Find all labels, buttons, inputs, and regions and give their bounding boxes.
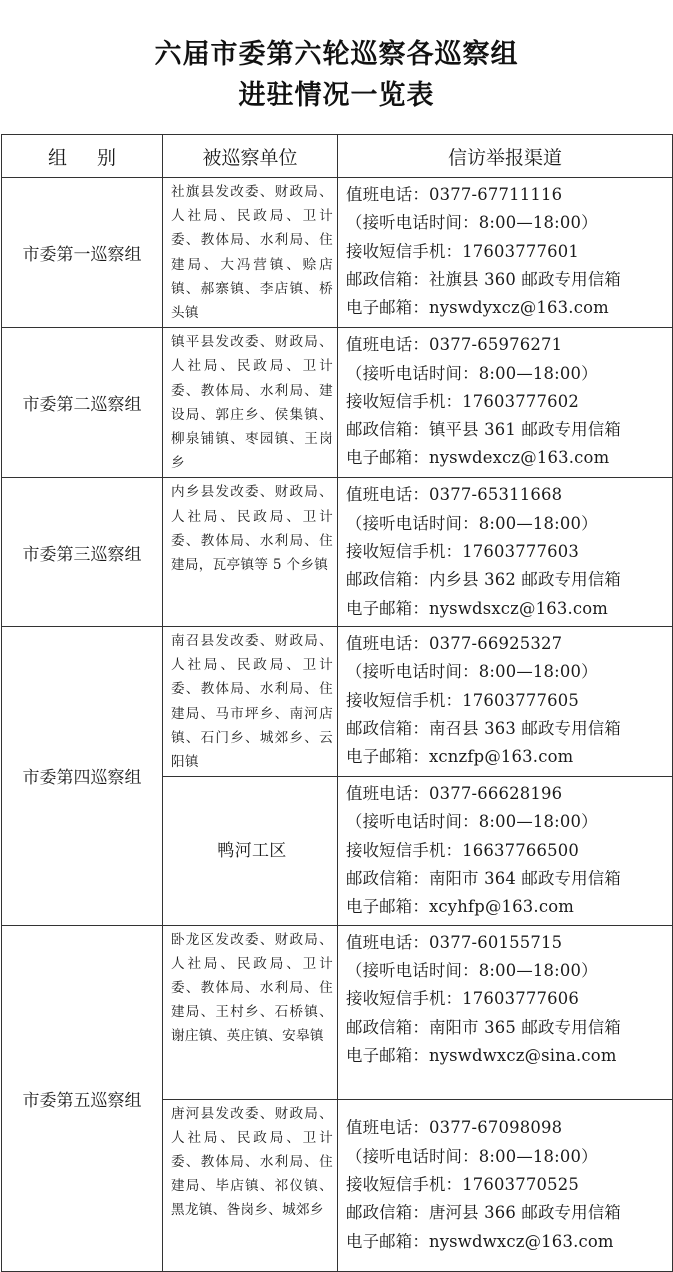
contact-cell [338,1099,673,1271]
phone-hours: （接听电话时间：8:00—18:00） [346,960,598,980]
inspected-units: 内乡县发改委、财政局、人社局、民政局、卫计委、教体局、水利局、住建局，瓦亭镇等 5 个乡镇 [163,478,338,626]
group-name: 市委第二巡察组 [2,328,163,478]
phone-hours: （接听电话时间：8:00—18:00） [346,662,598,682]
header-group [2,135,163,178]
email-address: 电子邮箱：xcnzfp@163.com [346,747,574,767]
phone-hours: （接听电话时间：8:00—18:00） [346,1146,598,1166]
inspected-units: 镇平县发改委、财政局、人社局、民政局、卫计委、教体局、水利局、建设局、郭庄乡、侯集镇、柳泉铺镇、枣园镇、王岗乡 [163,328,338,478]
email-address: 电子邮箱：xcyhfp@163.com [346,897,575,917]
postal-box: 邮政信箱：社旗县 360 邮政专用信箱 [346,269,621,289]
group-name: 市委第三巡察组 [2,478,163,626]
email-address: 电子邮箱：nyswdwxcz@163.com [346,1231,614,1251]
postal-box: 邮政信箱：镇平县 361 邮政专用信箱 [346,420,621,440]
header-group-char1: 组 [47,146,67,169]
table-row [2,925,673,1099]
table-row [2,328,673,478]
inspected-units: 卧龙区发改委、财政局、人社局、民政局、卫计委、教体局、水利局、住建局、王村乡、石桥镇、谢庄镇、英庄镇、安皋镇 [163,925,338,1099]
group-name: 市委第五巡察组 [2,925,163,1271]
contact-cell [338,328,673,478]
inspected-units: 南召县发改委、财政局、人社局、民政局、卫计委、教体局、水利局、住建局、马市坪乡、南河店镇、石门乡、城郊乡、云阳镇 [163,626,338,776]
group-name: 市委第四巡察组 [2,626,163,925]
inspection-table [1,134,673,1272]
email-address: 电子邮箱：nyswdwxcz@sina.com [346,1045,617,1065]
postal-box: 邮政信箱：南召县 363 邮政专用信箱 [346,718,621,738]
postal-box: 邮政信箱：南阳市 365 邮政专用信箱 [346,1017,621,1037]
table-row [2,178,673,328]
document-title-line2: 进驻情况一览表 [238,80,435,111]
header-group-char2: 别 [97,146,117,169]
postal-box: 邮政信箱：内乡县 362 邮政专用信箱 [346,570,621,590]
contact-cell [338,178,673,328]
table-row [2,478,673,626]
header-units: 被巡察单位 [163,135,338,178]
email-address: 电子邮箱：nyswdexcz@163.com [346,448,610,468]
phone-hours: （接听电话时间：8:00—18:00） [346,812,598,832]
duty-phone: 值班电话：0377-66628196 [346,784,563,804]
contact-cell [338,777,673,925]
sms-number: 接收短信手机：16637766500 [346,840,580,860]
sms-number: 接收短信手机：17603777601 [346,241,580,261]
inspected-units: 鸭河工区 [163,777,338,925]
postal-box: 邮政信箱：唐河县 366 邮政专用信箱 [346,1203,621,1223]
sms-number: 接收短信手机：17603777603 [346,542,580,562]
contact-cell [338,626,673,776]
postal-box: 邮政信箱：南阳市 364 邮政专用信箱 [346,869,621,889]
sms-number: 接收短信手机：17603770525 [346,1174,580,1194]
contact-cell [338,478,673,626]
sms-number: 接收短信手机：17603777605 [346,690,580,710]
duty-phone: 值班电话：0377-60155715 [346,932,563,952]
duty-phone: 值班电话：0377-65311668 [346,485,563,505]
header-row [2,135,673,178]
duty-phone: 值班电话：0377-67711116 [346,185,563,204]
duty-phone: 值班电话：0377-65976271 [346,335,563,355]
inspected-units: 唐河县发改委、财政局、人社局、民政局、卫计委、教体局、水利局、住建局、毕店镇、祁仪镇、黑龙镇、昝岗乡、城郊乡 [163,1099,338,1271]
sms-number: 接收短信手机：17603777602 [346,391,580,411]
group-name: 市委第一巡察组 [2,178,163,328]
header-channels: 信访举报渠道 [338,135,673,178]
table-row [2,626,673,776]
phone-hours: （接听电话时间：8:00—18:00） [346,513,598,533]
contact-cell [338,925,673,1099]
inspected-units: 社旗县发改委、财政局、人社局、民政局、卫计委、教体局、水利局、住建局、大冯营镇、赊店镇、郝寨镇、李店镇、桥头镇 [163,178,338,328]
duty-phone: 值班电话：0377-66925327 [346,633,563,653]
phone-hours: （接听电话时间：8:00—18:00） [346,213,598,233]
duty-phone: 值班电话：0377-67098098 [346,1118,563,1138]
email-address: 电子邮箱：nyswdsxcz@163.com [346,598,609,618]
document-title-line1: 六届市委第六轮巡察各巡察组 [154,39,519,70]
sms-number: 接收短信手机：17603777606 [346,989,580,1009]
phone-hours: （接听电话时间：8:00—18:00） [346,363,598,383]
email-address: 电子邮箱：nyswdyxcz@163.com [346,298,609,318]
